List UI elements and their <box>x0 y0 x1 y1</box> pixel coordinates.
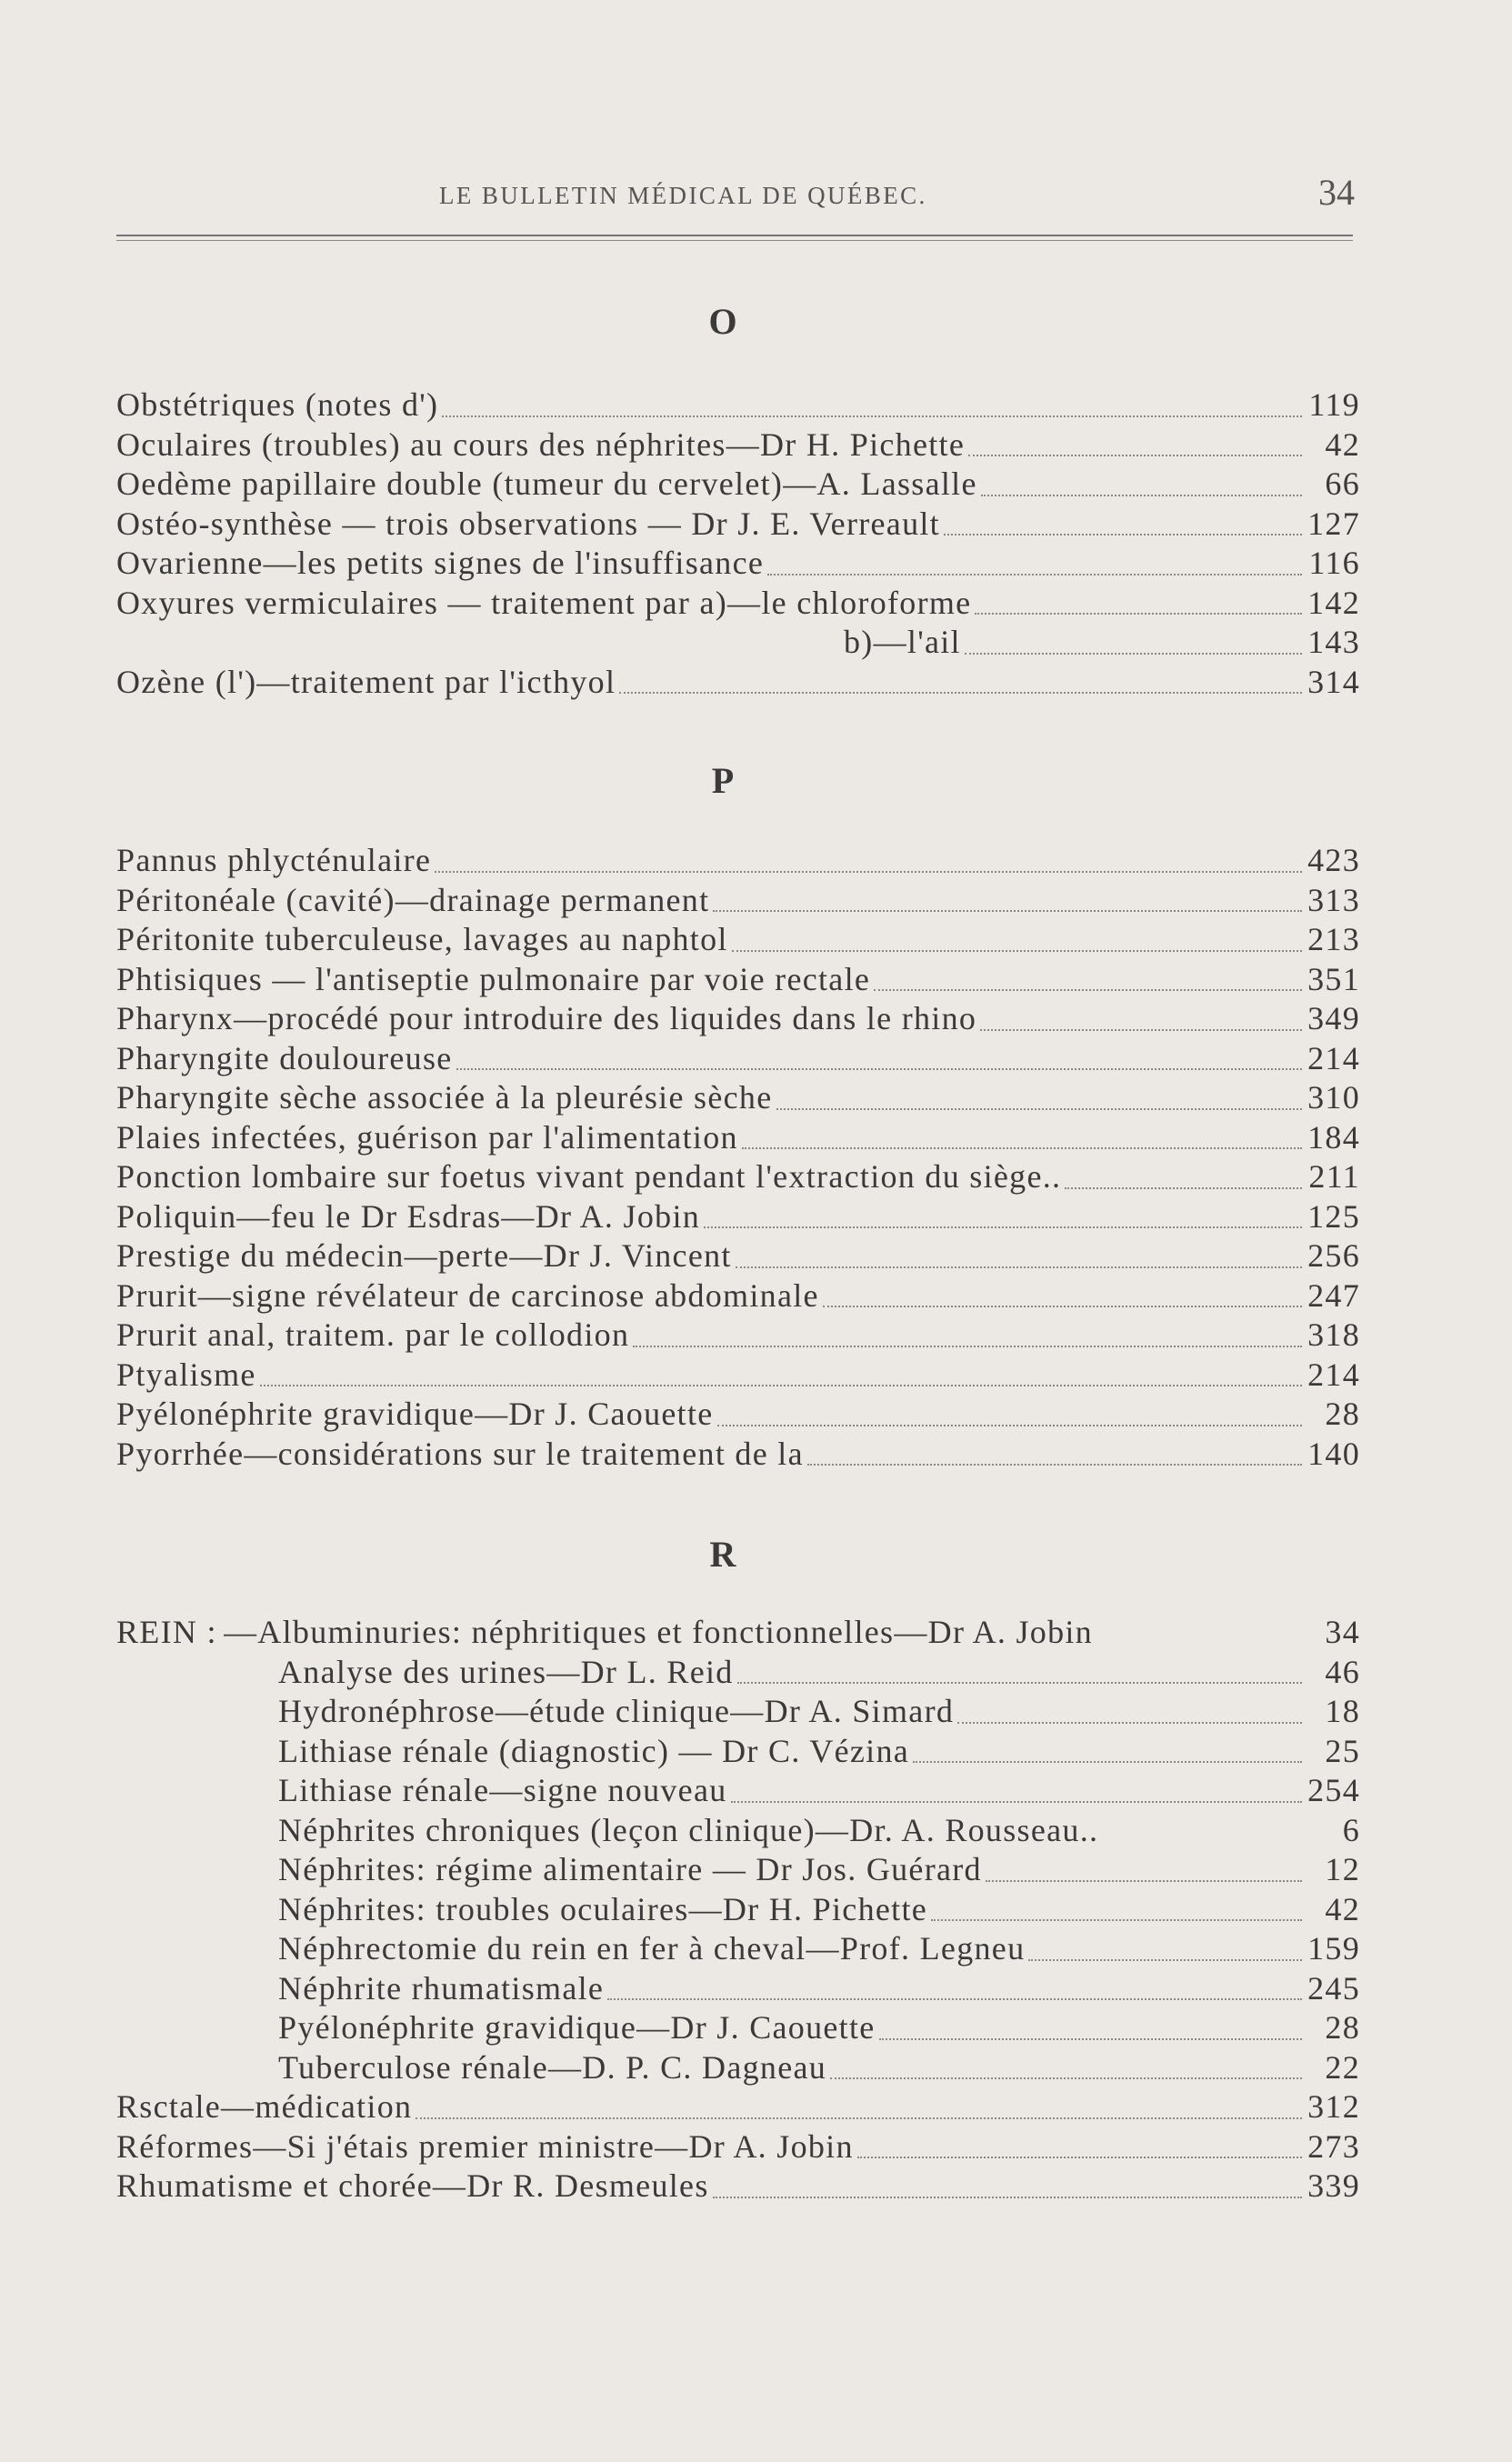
section-o-entries <box>116 385 1360 702</box>
index-entry: Ovarienne—les petits signes de l'insuffisance 116 <box>116 545 1360 581</box>
index-entry: Hydronéphrose—étude clinique—Dr A. Simard 18 <box>278 1693 1360 1729</box>
index-entry: Rhumatisme et chorée—Dr R. Desmeules 339 <box>116 2167 1360 2204</box>
index-entry: Oxyures vermiculaires — traitement par a)—le chloroforme 142 <box>116 584 1360 621</box>
index-entry: Pyorrhée—considérations sur le traitement de la 140 <box>116 1435 1360 1472</box>
index-entry: Analyse des urines—Dr L. Reid 46 <box>278 1653 1360 1690</box>
index-entry: Obstétriques (notes d') 119 <box>116 386 1360 423</box>
journal-title: LE BULLETIN MÉDICAL DE QUÉBEC. <box>439 182 927 209</box>
index-entry: Néphrites chroniques (leçon clinique)—Dr. A. Rousseau.. 6 <box>278 1811 1360 1848</box>
running-header <box>116 172 1364 218</box>
index-entry: Phtisiques — l'antiseptie pulmonaire par voie rectale 351 <box>116 960 1360 997</box>
index-entry: Pyélonéphrite gravidique—Dr J. Caouette 28 <box>278 2009 1360 2046</box>
index-entry: Rsctale—médication 312 <box>116 2088 1360 2125</box>
section-letter-o: O <box>708 301 737 342</box>
index-entry: Lithiase rénale (diagnostic) — Dr C. Vézina 25 <box>278 1732 1360 1769</box>
index-entry: Pharyngite sèche associée à la pleurésie sèche 310 <box>116 1079 1360 1116</box>
index-entry: Prurit—signe révélateur de carcinose abdominale 247 <box>116 1276 1360 1314</box>
index-entry: Péritonite tuberculeuse, lavages au naphtol 213 <box>116 921 1360 957</box>
index-entry: Pharynx—procédé pour introduire des liquides dans le rhino 349 <box>116 1000 1360 1036</box>
index-entry: Ponction lombaire sur foetus vivant pendant l'extraction du siège.. 211 <box>116 1158 1360 1195</box>
index-entry: b)—l'ail 143 <box>844 624 1360 660</box>
header-rule-secondary <box>116 240 1353 241</box>
index-entry: Ptyalisme 214 <box>116 1356 1360 1393</box>
section-p-entries <box>116 841 1360 1474</box>
index-entry: Oedème papillaire double (tumeur du cervelet)—A. Lassalle 66 <box>116 465 1360 502</box>
index-entry: Néphrites: troubles oculaires—Dr H. Pichette 42 <box>278 1890 1360 1927</box>
index-entry: Pyélonéphrite gravidique—Dr J. Caouette 28 <box>116 1396 1360 1432</box>
index-entry: Ozène (l')—traitement par l'icthyol 314 <box>116 663 1360 700</box>
index-entry: Péritonéale (cavité)—drainage permanent 313 <box>116 881 1360 918</box>
index-entry: Réformes—Si j'étais premier ministre—Dr A. Jobin 273 <box>116 2127 1360 2165</box>
index-entry: Ostéo-synthèse — trois observations — Dr J. E. Verreault 127 <box>116 505 1360 542</box>
index-entry: Pharyngite douloureuse 214 <box>116 1039 1360 1076</box>
index-entry: Néphrectomie du rein en fer à cheval—Prof. Legneu 159 <box>278 1930 1360 1967</box>
index-entry: Oculaires (troubles) au cours des néphrites—Dr H. Pichette 42 <box>116 425 1360 463</box>
index-entry: Néphrite rhumatismale 245 <box>278 1969 1360 2007</box>
index-entry: —Albuminuries: néphritiques et fonctionnelles—Dr A. Jobin 34 <box>224 1614 1360 1650</box>
rein-label: REIN : <box>116 1614 217 1650</box>
index-entry: Prurit anal, traitem. par le collodion 318 <box>116 1316 1360 1353</box>
index-entry: Lithiase rénale—signe nouveau 254 <box>278 1772 1360 1808</box>
index-entry: Néphrites: régime alimentaire — Dr Jos. Guérard 12 <box>278 1851 1360 1887</box>
index-entry: Tuberculose rénale—D. P. C. Dagneau 22 <box>278 2048 1360 2086</box>
header-rule <box>116 235 1353 236</box>
index-entry: Prestige du médecin—perte—Dr J. Vincent 256 <box>116 1237 1360 1274</box>
index-entry: Poliquin—feu le Dr Esdras—Dr A. Jobin 125 <box>116 1197 1360 1235</box>
section-letter-r: R <box>709 1534 736 1575</box>
page-number: 34 <box>1318 172 1355 213</box>
index-entry: Pannus phlycténulaire 423 <box>116 842 1360 878</box>
section-letter-p: P <box>711 760 735 801</box>
section-r-entries <box>116 1613 1360 2207</box>
index-entry: Plaies infectées, guérison par l'alimentation 184 <box>116 1118 1360 1156</box>
